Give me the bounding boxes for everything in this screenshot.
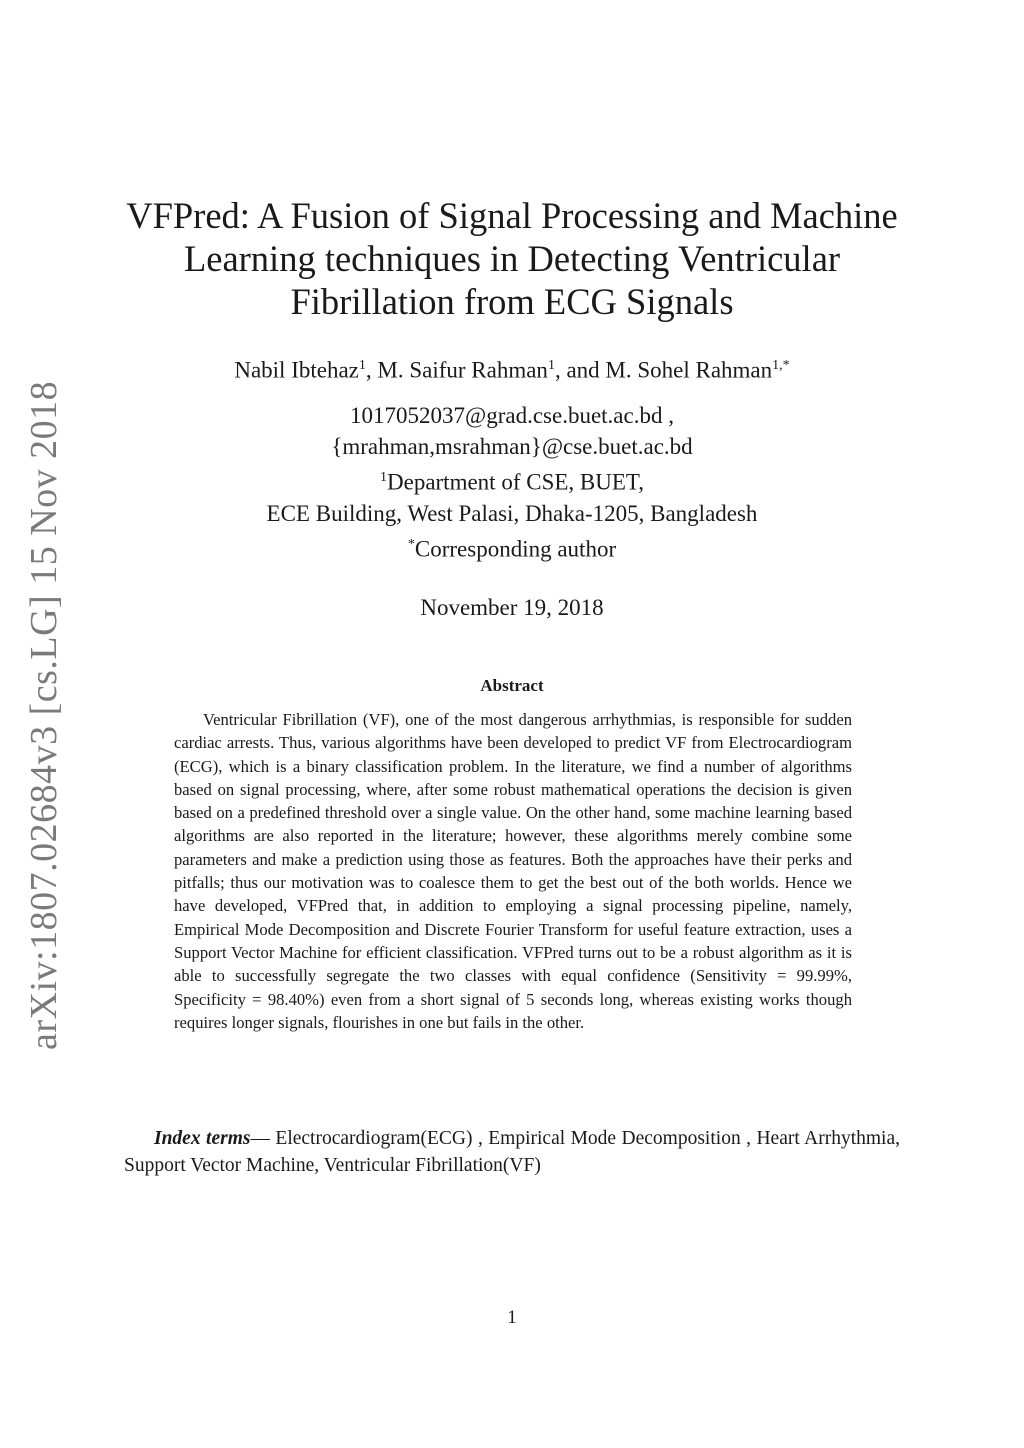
corresponding-mark: * (407, 536, 415, 552)
author-list (100, 350, 924, 387)
author-separator: , and (554, 357, 606, 383)
author-affiliation-mark: 1 (547, 358, 555, 373)
abstract-heading: Abstract (480, 676, 544, 695)
paper-date: November 19, 2018 (420, 595, 604, 620)
title-line-1: VFPred: A Fusion of Signal Processing and Machine (126, 195, 898, 236)
author-affiliation-mark: 1 (358, 358, 366, 373)
index-terms-label: Index terms (154, 1128, 251, 1149)
address-line: ECE Building, West Palasi, Dhaka-1205, Bangladesh (266, 500, 758, 526)
arxiv-identifier-stamp: arXiv:1807.02684v3 [cs.LG] 15 Nov 2018 (23, 380, 65, 1050)
author-name: Nabil Ibtehaz (234, 357, 359, 383)
corresponding-text: Corresponding author (414, 536, 617, 562)
email-line-2: {mrahman,msrahman}@cse.buet.ac.bd (331, 434, 693, 459)
index-terms-text: — Electrocardiogram(ECG) , Empirical Mode Decomposition , Heart Arrhythmia, Support Vector Machine, Ventricular Fibrillation(VF) (124, 1128, 900, 1176)
author-name: M. Sohel Rahman (605, 357, 773, 383)
page-number: 1 (507, 1307, 517, 1328)
department-line (100, 462, 924, 498)
title-line-2: Learning techniques in Detecting Ventricular (183, 238, 841, 279)
paper-title (120, 194, 904, 323)
author-name: M. Saifur Rahman (377, 357, 548, 383)
abstract-text: Ventricular Fibrillation (VF), one of the most dangerous arrhythmias, is responsible for sudden cardiac arrests. Thus, various algorithms have been developed to predict VF from Electrocardiogram (ECG), which is a binary classification problem. In the literature, we find a number of algorithms based on signal processing, where, after some robust mathematical operations the decision is given based on a predefined threshold over a single value. On the other hand, some machine learning based algorithms are also reported in the literature; however, these algorithms merely combine some parameters and make a prediction using those as features. Both the approaches have their perks and pitfalls; thus our motivation was to coalesce them to get the best out of the both worlds. Hence we have developed, VFPred that, in addition to employing a signal processing pipeline, namely, Empirical Mode Decomposition and Discrete Fourier Transform for useful feature extraction, uses a Support Vector Machine for efficient classification. VFPred turns out to be a robust algorithm as it is able to successfully segregate the two classes with equal confidence (Sensitivity = 99.99%, Specificity = 98.40%) even from a short signal of 5 seconds long, whereas existing works though requires longer signals, flourishes in one but fails in the other. (174, 710, 852, 1032)
email-line-1: 1017052037@grad.cse.buet.ac.bd , (350, 403, 674, 428)
title-line-3: Fibrillation from ECG Signals (290, 281, 734, 322)
author-separator: , (365, 357, 378, 383)
department-text: Department of CSE, BUET, (387, 469, 644, 495)
corresponding-line (100, 529, 924, 565)
index-terms (124, 1125, 900, 1179)
author-affiliation-mark: 1,* (772, 358, 790, 373)
department-mark: 1 (380, 470, 387, 485)
affiliation-block (100, 400, 924, 564)
